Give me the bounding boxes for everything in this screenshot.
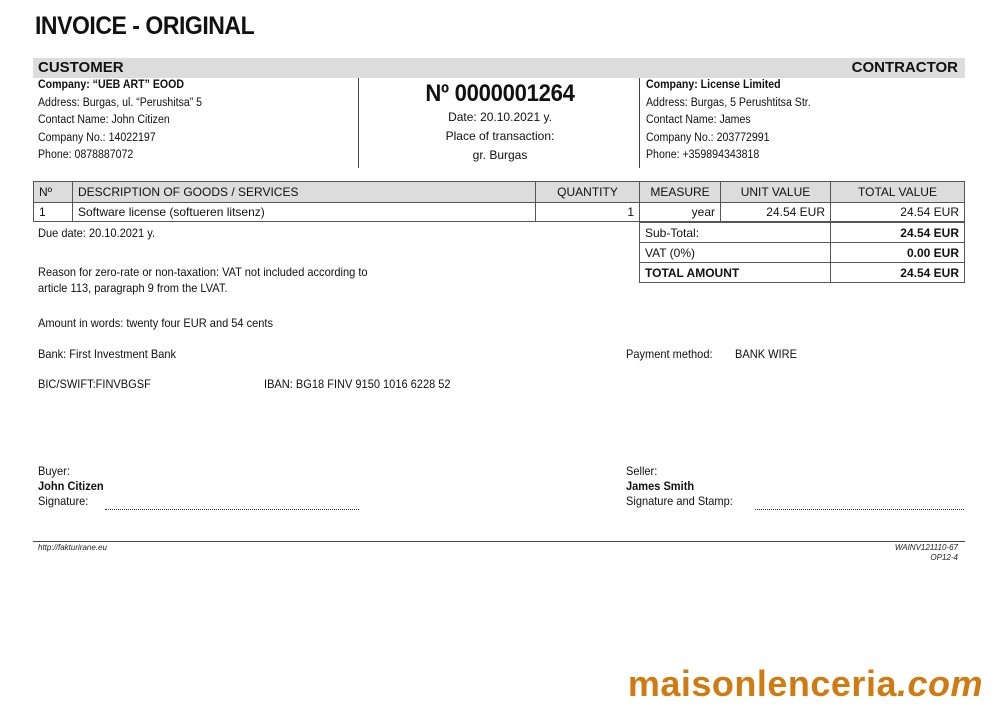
reason-line-2: article 113, paragraph 9 from the LVAT. — [38, 281, 228, 295]
invoice-number: Nº 0000001264 — [425, 80, 575, 107]
contractor-company: Company: License Limited — [646, 79, 781, 91]
totals-table — [639, 222, 965, 283]
items-table — [33, 181, 965, 222]
customer-company-no: Company No.: 14022197 — [38, 131, 156, 144]
table-row — [34, 203, 965, 222]
total-row — [640, 263, 965, 283]
customer-phone: Phone: 0878887072 — [38, 149, 134, 162]
total-value: 24.54 EUR — [831, 263, 965, 283]
watermark — [628, 663, 983, 705]
row-measure: year — [640, 203, 721, 222]
row-total-value: 24.54 EUR — [831, 203, 965, 222]
row-no: 1 — [34, 203, 73, 222]
row-quantity: 1 — [536, 203, 640, 222]
customer-block — [38, 77, 202, 165]
customer-heading: CUSTOMER — [38, 59, 124, 76]
contractor-phone: Phone: +359894343818 — [646, 149, 760, 162]
buyer-label: Buyer: — [38, 464, 70, 478]
col-total-value: TOTAL VALUE — [831, 182, 965, 203]
seller-label: Seller: — [626, 464, 658, 478]
customer-contact: Contact Name: John Citizen — [38, 114, 170, 127]
row-description: Software license (softueren litsenz) — [73, 203, 536, 222]
row-unit-value: 24.54 EUR — [721, 203, 831, 222]
seller-signature-label: Signature and Stamp: — [626, 494, 733, 508]
subtotal-row — [640, 223, 965, 243]
page-title: INVOICE - ORIGINAL — [35, 12, 255, 40]
header-bar — [33, 58, 965, 78]
customer-company: Company: “UEB ART” EOOD — [38, 79, 184, 91]
buyer-signature-label: Signature: — [38, 494, 89, 508]
seller-signature-line — [755, 509, 964, 510]
contractor-heading: CONTRACTOR — [851, 59, 958, 76]
place-label: Place of transaction: — [445, 129, 555, 143]
items-header-row — [34, 182, 965, 203]
contractor-company-no: Company No.: 203772991 — [646, 131, 770, 144]
vat-label: VAT (0%) — [640, 243, 831, 263]
col-measure: MEASURE — [640, 182, 721, 203]
buyer-signature-line — [105, 509, 359, 510]
seller-name: James Smith — [626, 479, 695, 493]
iban: IBAN: BG18 FINV 9150 1016 6228 52 — [264, 377, 451, 391]
contractor-address: Address: Burgas, 5 Perushtitsa Str. — [646, 96, 811, 109]
total-label: TOTAL AMOUNT — [640, 263, 831, 283]
col-no: Nº — [34, 182, 73, 203]
watermark-main: maisonlenceria — [627, 663, 897, 704]
footer-code-2: OP12-4 — [930, 553, 958, 562]
col-unit-value: UNIT VALUE — [721, 182, 831, 203]
bic-swift: BIC/SWIFT:FINVBGSF — [38, 377, 151, 391]
place-value: gr. Burgas — [472, 148, 528, 162]
buyer-name: John Citizen — [38, 479, 104, 493]
amount-in-words: Amount in words: twenty four EUR and 54 cents — [38, 316, 274, 330]
payment-method-value: BANK WIRE — [735, 347, 797, 361]
divider-right — [639, 78, 640, 168]
vat-value: 0.00 EUR — [831, 243, 965, 263]
bank-name: Bank: First Investment Bank — [38, 347, 177, 361]
col-description: DESCRIPTION OF GOODS / SERVICES — [73, 182, 536, 203]
subtotal-label: Sub-Total: — [640, 223, 831, 243]
divider-left — [358, 78, 359, 168]
col-quantity: QUANTITY — [536, 182, 640, 203]
footer-url: http://fakturirane.eu — [38, 543, 107, 552]
invoice-info — [360, 78, 640, 165]
footer-divider — [33, 541, 965, 542]
subtotal-value: 24.54 EUR — [831, 223, 965, 243]
watermark-suffix: .com — [896, 663, 983, 704]
payment-method-label: Payment method: — [626, 347, 713, 361]
vat-row — [640, 243, 965, 263]
customer-address: Address: Burgas, ul. “Perushitsa” 5 — [38, 96, 203, 109]
due-date: Due date: 20.10.2021 y. — [38, 226, 156, 240]
contractor-contact: Contact Name: James — [646, 114, 751, 127]
invoice-date: Date: 20.10.2021 y. — [448, 110, 552, 124]
reason-line-1: Reason for zero-rate or non-taxation: VAT not included according to — [38, 265, 368, 279]
footer-code-1: WAINV121110-67 — [894, 543, 958, 552]
contractor-block — [646, 77, 811, 165]
